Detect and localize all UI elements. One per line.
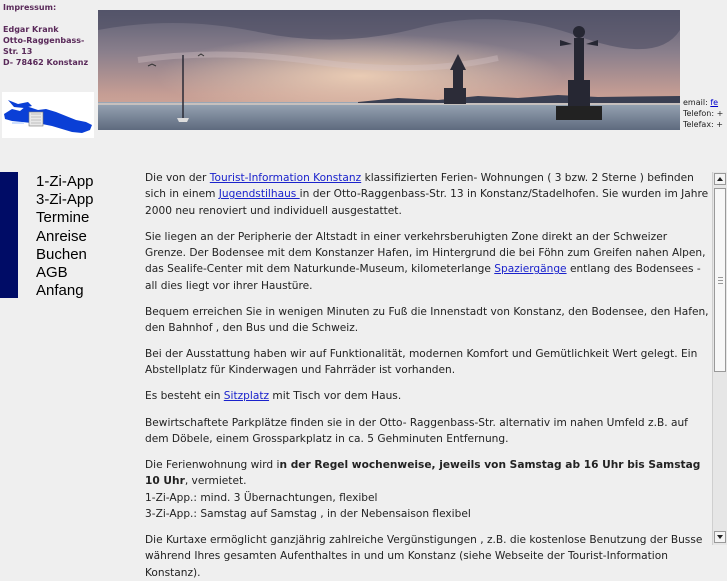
nav-item-agb[interactable]: AGB bbox=[36, 264, 68, 282]
nav-item-buchen[interactable]: Buchen bbox=[36, 245, 87, 263]
nav-item-termine[interactable]: Termine bbox=[36, 209, 90, 227]
kurtaxe-paragraph: Die Kurtaxe ermöglicht ganzjährig zahlreiche Vergünstigungen , z.B. die kostenlose Benutzung der Busse während Ihres gesamten Aufenthaltes in und um Konstanz (siehe Webseite der Tourist-Information Konstanz). bbox=[145, 533, 703, 579]
jugendstilhaus-link[interactable]: Jugendstilhaus bbox=[218, 188, 300, 201]
nav-item-anreise[interactable]: Anreise bbox=[36, 227, 87, 245]
fax-value: + bbox=[716, 120, 723, 129]
impressum-street-1: Otto-Raggenbass- bbox=[3, 36, 85, 45]
rental-terms-paragraph: Die Ferienwohnung wird in der Regel wochenweise, jeweils von Samstag ab 16 Uhr bis Samstag 10 Uhr, vermietet. 1-Zi-App.: mind. 3 Übernachtungen, flexibel 3-Zi-App.: Samstag auf Samstag , in der Nebensaison flexibel bbox=[145, 458, 701, 520]
nav-accent-bar bbox=[0, 172, 18, 298]
equipment-paragraph: Bei der Ausstattung haben wir auf Funktionalität, modernen Komfort und Gemütlichkeit Wert gelegt. Ein Abstellplatz für Kinderwagen und Fahrräder ist vorhanden. bbox=[145, 348, 698, 377]
fax-label: Telefax: bbox=[683, 120, 714, 129]
contact-block bbox=[683, 97, 727, 130]
main-content bbox=[145, 170, 710, 579]
rental-terms-bold: n der Regel wochenweise, jeweils von Samstag ab 16 Uhr bis Samstag 10 Uhr bbox=[145, 458, 701, 488]
sitzplatz-link[interactable]: Sitzplatz bbox=[223, 390, 270, 403]
arrow-up-icon bbox=[715, 174, 725, 184]
seating-paragraph: Es besteht ein Sitzplatz mit Tisch vor dem Haus. bbox=[145, 390, 402, 403]
content-scrollbar[interactable] bbox=[712, 172, 727, 545]
reach-paragraph: Bequem erreichen Sie in wenigen Minuten zu Fuß die Innenstadt von Konstanz, den Bodensee, den Hafen, den Bahnhof , den Bus und die Schweiz. bbox=[145, 305, 709, 334]
tourist-info-link[interactable]: Tourist-Information Konstanz bbox=[209, 172, 362, 184]
parking-paragraph: Bewirtschaftete Parkplätze finden sie in der Otto- Raggenbass-Str. alternativ im nahen Umfeld z.B. auf dem Döbele, einem Grossparkplatz in ca. 5 Gehminuten Entfernung. bbox=[145, 416, 688, 445]
scroll-down-button[interactable] bbox=[714, 531, 726, 543]
spaziergaenge-link[interactable]: Spaziergänge bbox=[494, 263, 567, 276]
impressum-city: D- 78462 Konstanz bbox=[3, 58, 89, 67]
phone-value: + bbox=[716, 109, 724, 118]
nav-item-1-zi-app[interactable]: 1-Zi-App bbox=[36, 173, 94, 190]
nav-item-3-zi-app[interactable]: 3-Zi-App bbox=[36, 191, 94, 209]
rental-3-zi: 3-Zi-App.: Samstag auf Samstag , in der Nebensaison flexibel bbox=[145, 507, 471, 520]
harbour-banner-image bbox=[98, 10, 680, 130]
email-label: email: bbox=[683, 98, 708, 107]
main-nav bbox=[36, 173, 94, 300]
impressum-name: Edgar Krank bbox=[3, 25, 59, 34]
nav-item-anfang[interactable]: Anfang bbox=[36, 282, 84, 300]
impressum-block bbox=[3, 2, 95, 68]
location-paragraph: Sie liegen an der Peripherie der Altstadt in einer verkehrsberuhigten Zone direkt an der Schweizer Grenze. Der Bodensee mit dem Konstanzer Hafen, im Hintergrund die bei Föhn zum Greifen nahen Alpen, das Sealife-Center mit dem Naturkunde-Museum, kilometerlange Spaziergänge entlang des Bodensees - all dies liegt vor ihrer Haustüre. bbox=[145, 230, 706, 292]
impressum-street-2: Str. 13 bbox=[3, 47, 33, 56]
arrow-down-icon bbox=[715, 532, 725, 542]
scroll-up-button[interactable] bbox=[714, 173, 726, 185]
phone-label: Telefon: bbox=[683, 109, 715, 118]
scrollbar-thumb[interactable] bbox=[714, 188, 726, 372]
impressum-heading: Impressum: bbox=[3, 3, 57, 12]
intro-paragraph: Die von der Tourist-Information Konstanz klassifizierten Ferien- Wohnungen ( 3 bzw. 2 Sterne ) befinden sich in einem Jugendstilhaus in der Otto-Raggenbass-Str. 13 in Konstanz/Stadelhofen. Sie wurden im Jahre 2000 neu renoviert und individuell ausgestattet. bbox=[145, 172, 709, 217]
lake-map-logo bbox=[2, 92, 94, 138]
email-link[interactable]: fe bbox=[710, 98, 719, 107]
rental-1-zi: 1-Zi-App.: mind. 3 Übernachtungen, flexibel bbox=[145, 491, 378, 504]
